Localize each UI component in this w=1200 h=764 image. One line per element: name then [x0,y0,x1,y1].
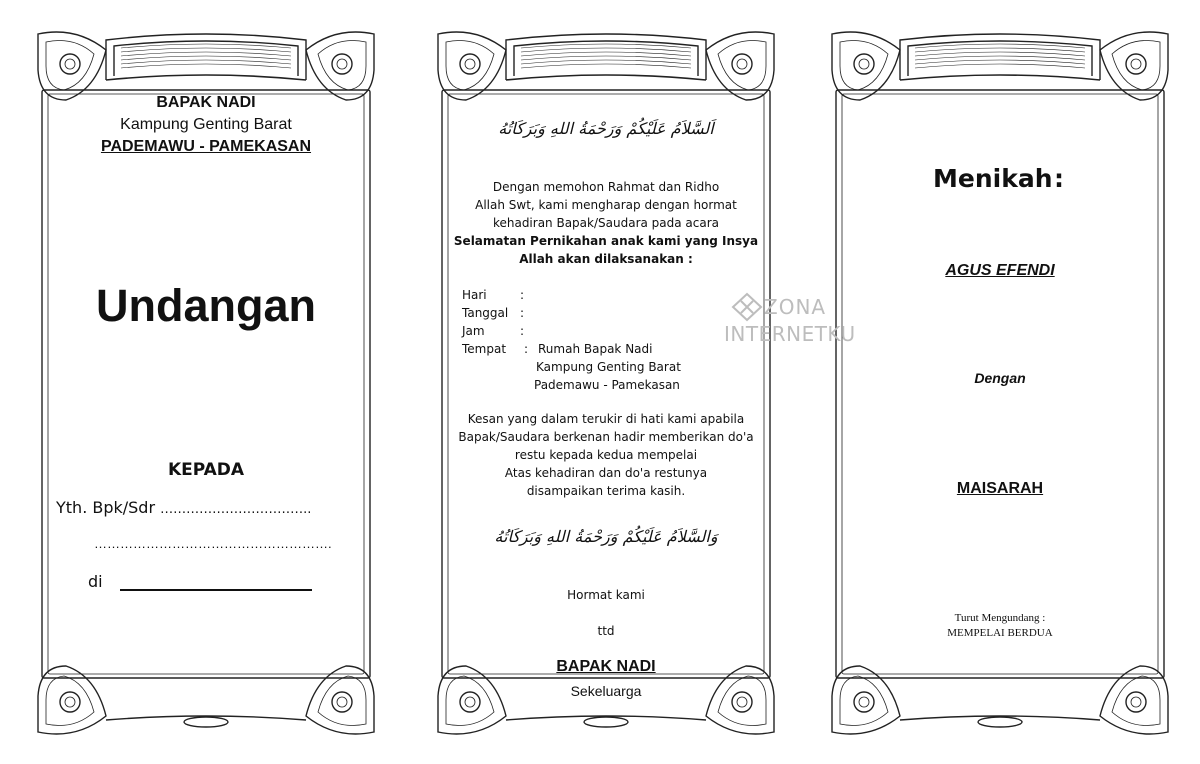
back-panel [830,30,1170,736]
detail-colon: : [524,342,529,356]
detail-label-time: Jam [462,324,485,338]
detail-label-date: Tanggal [462,306,509,320]
watermark-logo-icon [730,292,764,322]
place-line[interactable] [120,589,312,591]
detail-colon: : [520,288,525,302]
closing-line: disampaikan terima kasih. [526,484,686,498]
signature: ttd [597,624,615,638]
inside-panel [436,30,776,736]
groom-name: AGUS EFENDI [945,262,1055,279]
place-label: di [88,572,103,591]
watermark-line-1: ZONA [764,295,827,319]
sender-region: PADEMAWU - PAMEKASAN [100,138,312,155]
regards: Hormat kami [567,588,645,602]
event-line: Selamatan Pernikahan anak kami yang Insya [453,234,759,248]
venue-name: Rumah Bapak Nadi [538,342,653,356]
invited-by: Turut Mengundang : [954,612,1046,624]
conjunction: Dengan [974,370,1026,386]
intro-line: kehadiran Bapak/Saudara pada acara [492,216,720,230]
married-heading: Menikah [933,164,1053,193]
to-heading: KEPADA [167,460,245,480]
cover-panel [36,30,376,736]
bride-name: MAISARAH [956,480,1044,497]
host-name: BAPAK NADI [556,658,656,675]
recipient-line[interactable] [56,498,311,517]
watermark-line-2: INTERNETKU [724,322,856,346]
venue-line: Kampung Genting Barat [536,360,681,374]
couple-label: MEMPELAI BERDUA [947,627,1053,639]
detail-label-place: Tempat [462,342,507,356]
invitation-title: Undangan [96,280,316,331]
detail-label-day: Hari [462,288,487,302]
venue-line: Pademawu - Pamekasan [534,378,680,392]
heading-colon: : [1054,164,1064,193]
recipient-label: Yth. Bpk/Sdr [56,498,156,517]
closing-greeting: وَالسَّلاَمُ عَلَيْكُمْ وَرَحْمَةُ اللهِ وَبَرَكَاتُهُ [494,527,718,546]
detail-colon: : [520,324,525,338]
address-line[interactable]: ………………………………………………. [94,536,332,551]
closing-line: restu kepada kedua mempelai [514,448,698,462]
sender-village: Kampung Genting Barat [120,116,292,133]
watermark [724,292,884,348]
closing-line: Bapak/Saudara berkenan hadir memberikan do'a [458,430,754,444]
detail-colon: : [520,306,525,320]
recipient-dots: …………………………….. [160,502,312,517]
intro-line: Allah Swt, kami mengharap dengan hormat [475,198,737,212]
closing-line: Kesan yang dalam terukir di hati kami apabila [467,412,745,426]
closing-line: Atas kehadiran dan do'a restunya [504,466,708,480]
sender-name: BAPAK NADI [156,94,256,111]
opening-greeting: اَلسَّلاَمُ عَلَيْكُمْ وَرَحْمَةُ اللهِ وَبَرَكَاتُهُ [498,119,714,138]
host-family: Sekeluarga [570,683,642,699]
event-line: Allah akan dilaksanakan : [519,252,693,266]
intro-line: Dengan memohon Rahmat dan Ridho [492,180,720,194]
